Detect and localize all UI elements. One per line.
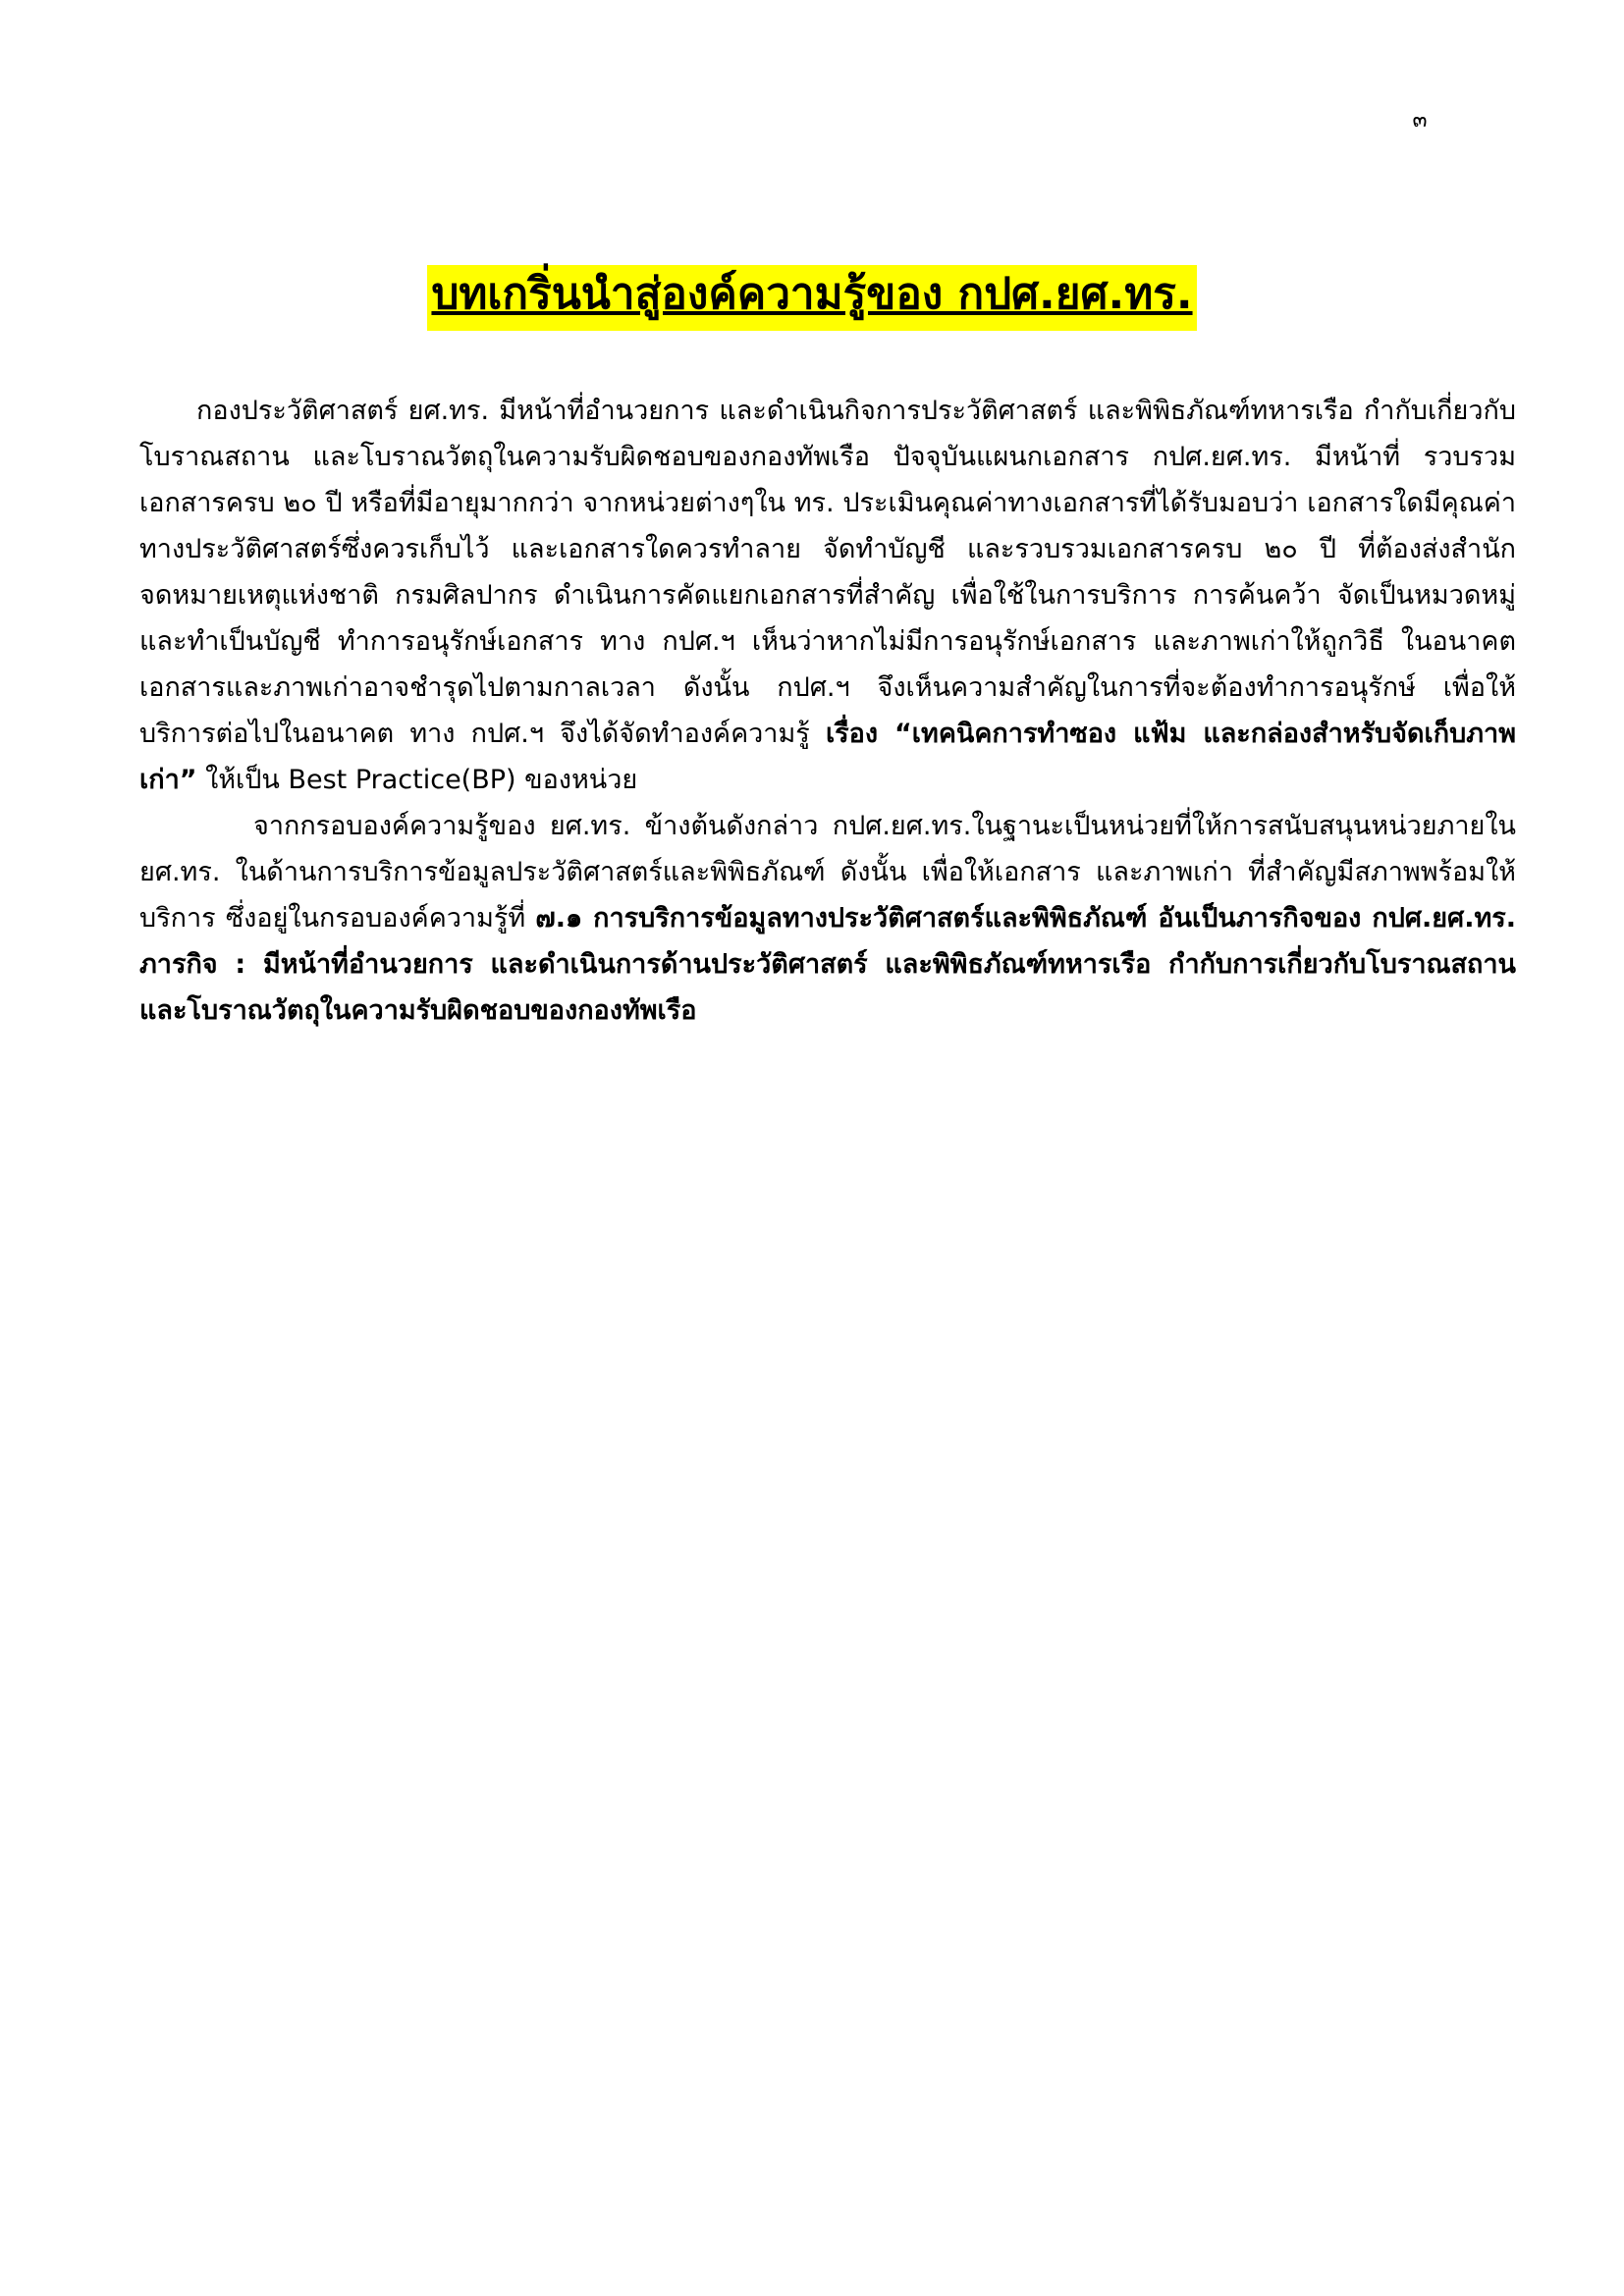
paragraph-1-tail: ให้เป็น Best Practice(BP) ของหน่วย — [205, 765, 638, 795]
paragraph-2-text: จากกรอบองค์ความรู้ของ ยศ.ทร. ข้างต้นดังกล่าว กปศ.ยศ.ทร.ในฐานะเป็นหน่วยที่ให้การสนับสนุนหน่วยภายใน ยศ.ทร. ในด้านการบริการข้อมูลประวัติศาสตร์และพิพิธภัณฑ์ ดังนั้น เพื่อให้เอกสาร และภาพเก่า ที่สำคัญมีสภาพพร้อมให้บริการ ซึ่งอยู่ในกรอบองค์ความรู้ที่ — [139, 811, 1516, 934]
page-title: บทเกริ่นนำสู่องค์ความรู้ของ กปศ.ยศ.ทร. — [427, 265, 1196, 331]
paragraph-1-bold-topic: เรื่อง “เทคนิคการทำซอง แฟ้ม และกล่องสำหรับจัดเก็บภาพเก่า” — [139, 719, 1517, 795]
page-number: ๓ — [1412, 108, 1428, 133]
paragraph-1 — [139, 388, 1516, 803]
title-container — [0, 265, 1624, 331]
paragraph-2-bold-mission: ๗.๑ การบริการข้อมูลทางประวัติศาสตร์และพิพิธภัณฑ์ อันเป็นภารกิจของ กปศ.ยศ.ทร. ภารกิจ : มีหน้าที่อำนวยการ และดำเนินการด้านประวัติศาสตร์ และพิพิธภัณฑ์ทหารเรือ กำกับการเกี่ยวกับโบราณสถาน และโบราณวัตถุในความรับผิดชอบของกองทัพเรือ — [139, 903, 1517, 1026]
paragraph-2 — [139, 803, 1516, 1034]
paragraph-1-text: กองประวัติศาสตร์ ยศ.ทร. มีหน้าที่อำนวยการ และดำเนินกิจการประวัติศาสตร์ และพิพิธภัณฑ์ทหารเรือ กำกับเกี่ยวกับโบราณสถาน และโบราณวัตถุในความรับผิดชอบของกองทัพเรือ ปัจจุบันแผนกเอกสาร กปศ.ยศ.ทร. มีหน้าที่ รวบรวมเอกสารครบ ๒๐ ปี หรือที่มีอายุมากกว่า จากหน่วยต่างๆใน ทร. ประเมินคุณค่าทางเอกสารที่ได้รับมอบว่า เอกสารใดมีคุณค่าทางประวัติศาสตร์ซึ่งควรเก็บไว้ และเอกสารใดควรทำลาย จัดทำบัญชี และรวบรวมเอกสารครบ ๒๐ ปี ที่ต้องส่งสำนักจดหมายเหตุแห่งชาติ กรมศิลปากร ดำเนินการคัดแยกเอกสารที่สำคัญ เพื่อใช้ในการบริการ การค้นคว้า จัดเป็นหมวดหมู่ และทำเป็นบัญชี ทำการอนุรักษ์เอกสาร ทาง กปศ.ฯ เห็นว่าหากไม่มีการอนุรักษ์เอกสาร และภาพเก่าให้ถูกวิธี ในอนาคตเอกสารและภาพเก่าอาจชำรุดไปตามกาลเวลา ดังนั้น กปศ.ฯ จึงเห็นความสำคัญในการที่จะต้องทำการอนุรักษ์ เพื่อให้บริการต่อไปในอนาคต ทาง กปศ.ฯ จึงได้จัดทำองค์ความรู้ — [139, 396, 1516, 749]
body-text — [139, 388, 1516, 1034]
